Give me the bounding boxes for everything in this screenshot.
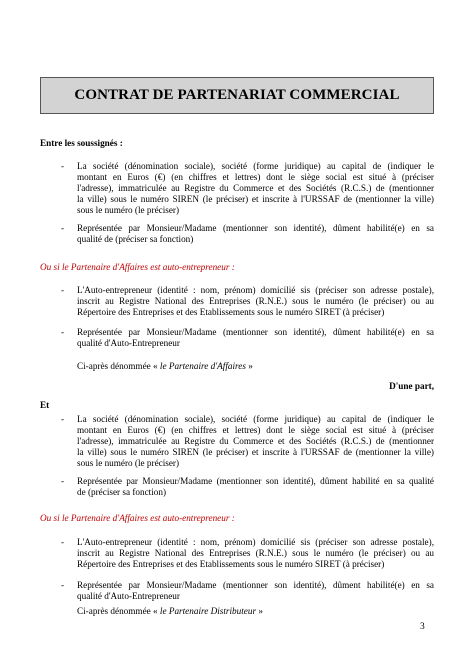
line: montant en Euros (€) (en chiffres et lettres) dont le siège social est situé à (préciser bbox=[77, 425, 434, 435]
line: sous le numéro (le préciser) bbox=[77, 205, 180, 215]
party1-representative-paragraph bbox=[77, 223, 434, 245]
line: L'Auto-entrepreneur (identité : nom, prénom) domicilié sis (préciser son adresse postale), bbox=[77, 285, 434, 295]
party1-designation bbox=[77, 361, 253, 372]
bullet-dash: - bbox=[61, 223, 65, 233]
party1-company-paragraph bbox=[77, 161, 434, 216]
party2-company-paragraph bbox=[77, 414, 434, 469]
line: inscrit au Registre National des Entreprises (R.N.E.) sous le numéro (le préciser) ou au bbox=[77, 548, 434, 558]
bullet-dash: - bbox=[61, 476, 65, 486]
line: l'adresse), immatriculée au Registre du Commerce et des Sociétés (R.C.S.) de (mentionner bbox=[77, 183, 434, 193]
line: sous le numéro (le préciser) bbox=[77, 458, 180, 468]
designation-suffix: » bbox=[256, 606, 263, 616]
line: Représentée par Monsieur/Madame (mentionner son identité), dûment habilité(e) en sa bbox=[77, 580, 434, 590]
line: La société (dénomination sociale), société (forme juridique) au capital de (indiquer le bbox=[77, 161, 434, 171]
line: la ville) sous le numéro SIREN (le préciser) et inscrite à l'URSSAF de (mentionner la ville) bbox=[77, 447, 434, 457]
line: Représentée par Monsieur/Madame (mentionner son identité), dûment habilité en sa qualité bbox=[77, 476, 434, 486]
party2-auto-paragraph bbox=[77, 537, 434, 570]
designation-suffix: » bbox=[245, 361, 253, 371]
bullet-dash: - bbox=[61, 580, 65, 590]
line: qualité d'Auto-Entrepreneur bbox=[77, 338, 180, 348]
designation-prefix: Ci-après dénommée « bbox=[77, 606, 160, 616]
designation-name: le Partenaire d'Affaires bbox=[159, 361, 246, 371]
line: l'adresse), immatriculée au Registre du Commerce et des Sociétés (R.C.S.) de (mentionner bbox=[77, 436, 434, 446]
auto-entrepreneur-heading-2: Ou si le Partenaire d'Affaires est auto-entrepreneur : bbox=[40, 513, 235, 523]
auto-entrepreneur-heading-1: Ou si le Partenaire d'Affaires est auto-entrepreneur : bbox=[40, 262, 235, 272]
entre-heading: Entre les soussignés : bbox=[40, 138, 123, 148]
document-title: CONTRAT DE PARTENARIAT COMMERCIAL bbox=[74, 87, 400, 103]
party1-auto-paragraph bbox=[77, 285, 434, 318]
line: Répertoire des Entreprises et des Etablissements sous le numéro SIRET (à préciser) bbox=[77, 559, 385, 569]
page-number: 3 bbox=[420, 622, 425, 632]
line: de (préciser sa fonction) bbox=[77, 487, 167, 497]
bullet-dash: - bbox=[61, 537, 65, 547]
line: L'Auto-entrepreneur (identité : nom, prénom) domicilié sis (préciser son adresse postale), bbox=[77, 537, 434, 547]
dune-part: D'une part, bbox=[389, 381, 434, 391]
line: inscrit au Registre National des Entreprises (R.N.E.) sous le numéro (le préciser) ou au bbox=[77, 296, 434, 306]
line: La société (dénomination sociale), société (forme juridique) au capital de (indiquer le bbox=[77, 414, 434, 424]
party1-auto-representative bbox=[77, 327, 434, 349]
line: qualité d'Auto-Entrepreneur bbox=[77, 591, 180, 601]
line: qualité de (préciser sa fonction) bbox=[77, 234, 194, 244]
party2-representative-paragraph bbox=[77, 476, 434, 498]
line: la ville) sous le numéro SIREN (le préciser) et inscrite à l'URSSAF de (mentionner la ville) bbox=[77, 194, 434, 204]
bullet-dash: - bbox=[61, 327, 65, 337]
line: Représentée par Monsieur/Madame (mentionner son identité), dûment habilité(e) en sa bbox=[77, 223, 434, 233]
et-heading: Et bbox=[40, 400, 50, 410]
party2-designation bbox=[77, 606, 263, 617]
line: Répertoire des Entreprises et des Etablissements sous le numéro SIRET (à préciser) bbox=[77, 307, 385, 317]
title-banner bbox=[40, 77, 434, 114]
line: Représentée par Monsieur/Madame (mentionner son identité), dûment habilité(e) en sa bbox=[77, 327, 434, 337]
bullet-dash: - bbox=[61, 285, 65, 295]
designation-name: le Partenaire Distributeur bbox=[159, 606, 257, 616]
designation-prefix: Ci-après dénommée « bbox=[77, 361, 160, 371]
line: montant en Euros (€) (en chiffres et lettres) dont le siège social est situé à (préciser bbox=[77, 172, 434, 182]
party2-auto-representative bbox=[77, 580, 434, 602]
bullet-dash: - bbox=[61, 414, 65, 424]
bullet-dash: - bbox=[61, 161, 65, 171]
